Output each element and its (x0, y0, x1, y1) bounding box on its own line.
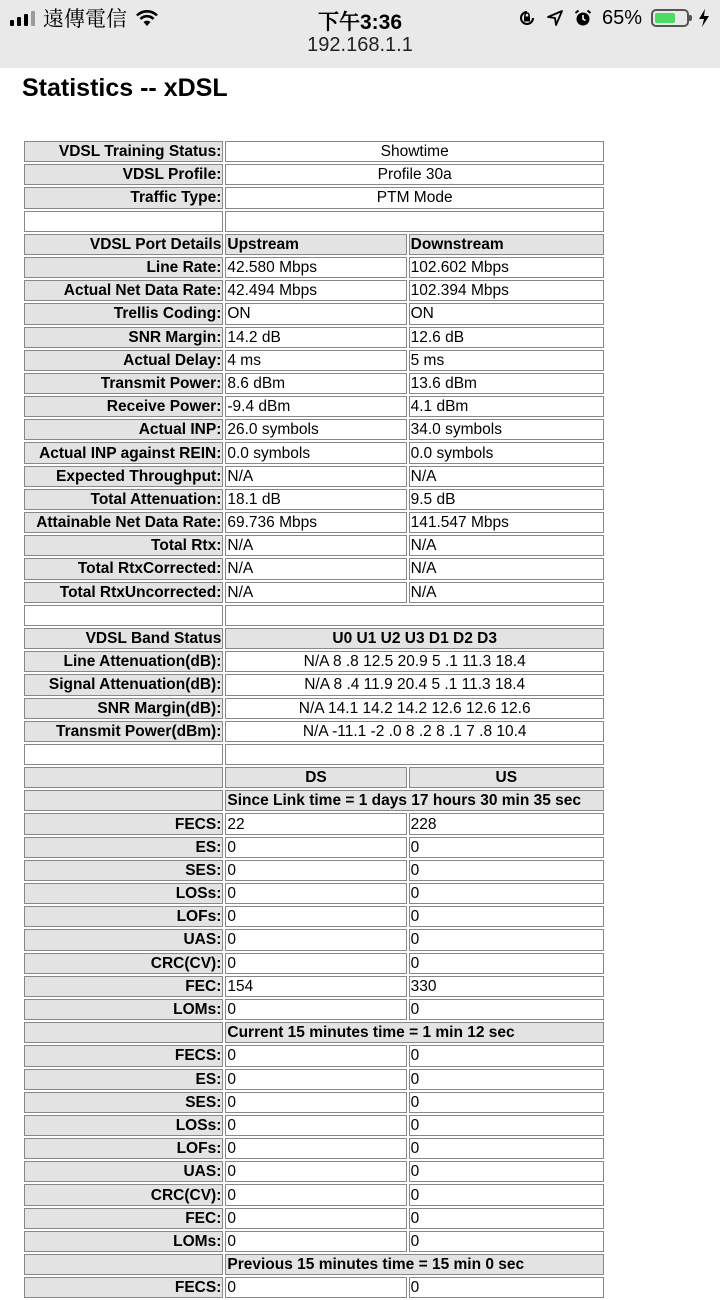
counter-row (24, 883, 604, 904)
row-label: UAS: (24, 1161, 223, 1182)
row-label: Actual INP against REIN: (24, 442, 223, 463)
spacer-cell (225, 744, 604, 765)
row-label: FEC: (24, 976, 223, 997)
ds-value: 0 (225, 953, 406, 974)
spacer-row (24, 605, 604, 626)
downstream-value: 102.602 Mbps (409, 257, 604, 278)
row-label: LOSs: (24, 1115, 223, 1136)
row-label: Actual INP: (24, 419, 223, 440)
counter-header-row (24, 767, 604, 788)
band-row (24, 698, 604, 719)
band-values: N/A -11.1 -2 .0 8 .2 8 .1 7 .8 10.4 (225, 721, 604, 742)
ds-value: 0 (225, 1092, 406, 1113)
downstream-value: 0.0 symbols (409, 442, 604, 463)
us-value: 0 (409, 999, 604, 1020)
us-value: 0 (409, 860, 604, 881)
us-value: 0 (409, 1277, 604, 1298)
counter-row (24, 1208, 604, 1229)
section-title-row (24, 1254, 604, 1275)
row-label: FECS: (24, 1277, 223, 1298)
downstream-value: 102.394 Mbps (409, 280, 604, 301)
row-label: Total Rtx: (24, 535, 223, 556)
row-label: Line Attenuation(dB): (24, 651, 223, 672)
ds-value: 0 (225, 1115, 406, 1136)
row-label: FEC: (24, 1208, 223, 1229)
port-row (24, 512, 604, 533)
counter-row (24, 1115, 604, 1136)
row-value: Profile 30a (225, 164, 604, 185)
row-label: Signal Attenuation(dB): (24, 674, 223, 695)
port-row (24, 419, 604, 440)
downstream-value: N/A (409, 466, 604, 487)
row-label: LOFs: (24, 906, 223, 927)
port-row (24, 303, 604, 324)
training-row (24, 187, 604, 208)
spacer-cell (24, 211, 223, 232)
upstream-value: N/A (225, 535, 406, 556)
us-value: 0 (409, 1231, 604, 1252)
battery-percent: 65% (601, 6, 642, 29)
downstream-value: N/A (409, 535, 604, 556)
row-label: SNR Margin(dB): (24, 698, 223, 719)
us-value: 0 (409, 1045, 604, 1066)
downstream-value: 12.6 dB (409, 327, 604, 348)
upstream-value: 42.494 Mbps (225, 280, 406, 301)
ds-value: 0 (225, 1138, 406, 1159)
ds-value: 0 (225, 929, 406, 950)
status-bar-time: 下午3:36 (317, 11, 403, 34)
upstream-value: 4 ms (225, 350, 406, 371)
ds-value: 0 (225, 1184, 406, 1205)
upstream-value: 8.6 dBm (225, 373, 406, 394)
row-label: Total RtxUncorrected: (24, 582, 223, 603)
upstream-value: ON (225, 303, 406, 324)
us-value: 228 (409, 813, 604, 834)
counter-row (24, 1092, 604, 1113)
ds-value: 0 (225, 1277, 406, 1298)
row-value: PTM Mode (225, 187, 604, 208)
ds-value: 0 (225, 1069, 406, 1090)
ds-value: 0 (225, 999, 406, 1020)
charging-bolt-icon (698, 8, 710, 28)
ds-header: DS (225, 767, 406, 788)
ios-top-bar (0, 0, 720, 68)
section-blank-cell (24, 790, 223, 811)
ds-value: 0 (225, 883, 406, 904)
counter-row (24, 1277, 604, 1298)
ds-value: 0 (225, 1208, 406, 1229)
us-header: US (409, 767, 604, 788)
training-row (24, 141, 604, 162)
counter-row (24, 976, 604, 997)
port-row (24, 350, 604, 371)
training-row (24, 164, 604, 185)
row-label: Actual Net Data Rate: (24, 280, 223, 301)
page-title: Statistics -- xDSL (22, 74, 228, 102)
band-row (24, 721, 604, 742)
us-value: 0 (409, 883, 604, 904)
row-label: UAS: (24, 929, 223, 950)
band-values: N/A 14.1 14.2 14.2 12.6 12.6 12.6 (225, 698, 604, 719)
ds-value: 0 (225, 860, 406, 881)
port-row (24, 280, 604, 301)
row-label: Expected Throughput: (24, 466, 223, 487)
row-label: Transmit Power: (24, 373, 223, 394)
us-value: 0 (409, 1161, 604, 1182)
downstream-value: ON (409, 303, 604, 324)
battery-fill (655, 13, 675, 23)
ds-value: 0 (225, 1161, 406, 1182)
ds-value: 22 (225, 813, 406, 834)
section-blank-cell (24, 1022, 223, 1043)
port-row (24, 466, 604, 487)
downstream-value: 13.6 dBm (409, 373, 604, 394)
band-row (24, 674, 604, 695)
row-label: Attainable Net Data Rate: (24, 512, 223, 533)
row-label: FECS: (24, 813, 223, 834)
battery-icon (651, 9, 689, 27)
counter-row (24, 953, 604, 974)
counter-row (24, 1138, 604, 1159)
upstream-value: 14.2 dB (225, 327, 406, 348)
rotation-lock-icon (517, 8, 537, 28)
row-label: Total RtxCorrected: (24, 558, 223, 579)
port-row (24, 535, 604, 556)
row-label: Receive Power: (24, 396, 223, 417)
row-label: Transmit Power(dBm): (24, 721, 223, 742)
section-title-row (24, 1022, 604, 1043)
counter-row (24, 1184, 604, 1205)
upstream-value: 69.736 Mbps (225, 512, 406, 533)
row-label: FECS: (24, 1045, 223, 1066)
spacer-row (24, 744, 604, 765)
row-label: Line Rate: (24, 257, 223, 278)
downstream-value: 34.0 symbols (409, 419, 604, 440)
section-blank-cell (24, 1254, 223, 1275)
upstream-value: 18.1 dB (225, 489, 406, 510)
port-row (24, 582, 604, 603)
ds-value: 154 (225, 976, 406, 997)
carrier-name: 遠傳電信 (43, 8, 127, 31)
counter-row (24, 999, 604, 1020)
us-value: 0 (409, 929, 604, 950)
ds-value: 0 (225, 837, 406, 858)
counter-row (24, 837, 604, 858)
xdsl-statistics-table (22, 139, 606, 1300)
port-row (24, 558, 604, 579)
row-label: CRC(CV): (24, 953, 223, 974)
row-label: VDSL Training Status: (24, 141, 223, 162)
row-label: LOSs: (24, 883, 223, 904)
port-row (24, 442, 604, 463)
us-value: 0 (409, 837, 604, 858)
upstream-value: N/A (225, 582, 406, 603)
counter-row (24, 929, 604, 950)
section-title: Current 15 minutes time = 1 min 12 sec (225, 1022, 604, 1043)
upstream-value: 0.0 symbols (225, 442, 406, 463)
row-label: CRC(CV): (24, 1184, 223, 1205)
us-value: 330 (409, 976, 604, 997)
address-bar-url[interactable]: 192.168.1.1 (307, 34, 413, 56)
row-label: Actual Delay: (24, 350, 223, 371)
us-value: 0 (409, 1138, 604, 1159)
downstream-value: N/A (409, 558, 604, 579)
band-header-row (24, 628, 604, 649)
upstream-value: 26.0 symbols (225, 419, 406, 440)
counter-row (24, 813, 604, 834)
row-label: Trellis Coding: (24, 303, 223, 324)
counter-row (24, 1069, 604, 1090)
us-value: 0 (409, 1208, 604, 1229)
port-details-header-label: VDSL Port Details (24, 234, 223, 255)
band-names-header: U0 U1 U2 U3 D1 D2 D3 (225, 628, 604, 649)
row-label: SES: (24, 1092, 223, 1113)
upstream-header: Upstream (225, 234, 406, 255)
us-value: 0 (409, 1184, 604, 1205)
upstream-value: N/A (225, 466, 406, 487)
band-row (24, 651, 604, 672)
spacer-row (24, 211, 604, 232)
alarm-clock-icon (573, 8, 593, 28)
upstream-value: N/A (225, 558, 406, 579)
row-label: SES: (24, 860, 223, 881)
row-label: Total Attenuation: (24, 489, 223, 510)
row-label: SNR Margin: (24, 327, 223, 348)
status-bar-right (517, 6, 710, 30)
row-label: LOFs: (24, 1138, 223, 1159)
band-values: N/A 8 .4 11.9 20.4 5 .1 11.3 18.4 (225, 674, 604, 695)
us-value: 0 (409, 906, 604, 927)
band-values: N/A 8 .8 12.5 20.9 5 .1 11.3 18.4 (225, 651, 604, 672)
row-label: Traffic Type: (24, 187, 223, 208)
port-row (24, 489, 604, 510)
upstream-value: 42.580 Mbps (225, 257, 406, 278)
port-row (24, 396, 604, 417)
counter-row (24, 1045, 604, 1066)
downstream-value: 4.1 dBm (409, 396, 604, 417)
band-status-header-label: VDSL Band Status (24, 628, 223, 649)
counter-header-blank (24, 767, 223, 788)
upstream-value: -9.4 dBm (225, 396, 406, 417)
downstream-value: 5 ms (409, 350, 604, 371)
section-title-row (24, 790, 604, 811)
row-label: ES: (24, 837, 223, 858)
section-title: Since Link time = 1 days 17 hours 30 min 35 sec (225, 790, 604, 811)
counter-row (24, 906, 604, 927)
us-value: 0 (409, 1069, 604, 1090)
port-header-row (24, 234, 604, 255)
spacer-cell (225, 211, 604, 232)
row-label: ES: (24, 1069, 223, 1090)
port-row (24, 327, 604, 348)
ds-value: 0 (225, 1045, 406, 1066)
us-value: 0 (409, 1115, 604, 1136)
downstream-value: 9.5 dB (409, 489, 604, 510)
row-label: VDSL Profile: (24, 164, 223, 185)
port-row (24, 257, 604, 278)
row-label: LOMs: (24, 1231, 223, 1252)
section-title: Previous 15 minutes time = 15 min 0 sec (225, 1254, 604, 1275)
location-arrow-icon (546, 9, 564, 27)
downstream-value: N/A (409, 582, 604, 603)
ds-value: 0 (225, 906, 406, 927)
spacer-cell (225, 605, 604, 626)
us-value: 0 (409, 1092, 604, 1113)
counter-row (24, 1231, 604, 1252)
counter-row (24, 860, 604, 881)
counter-row (24, 1161, 604, 1182)
downstream-value: 141.547 Mbps (409, 512, 604, 533)
spacer-cell (24, 605, 223, 626)
downstream-header: Downstream (409, 234, 604, 255)
ds-value: 0 (225, 1231, 406, 1252)
port-row (24, 373, 604, 394)
spacer-cell (24, 744, 223, 765)
row-value: Showtime (225, 141, 604, 162)
row-label: LOMs: (24, 999, 223, 1020)
us-value: 0 (409, 953, 604, 974)
